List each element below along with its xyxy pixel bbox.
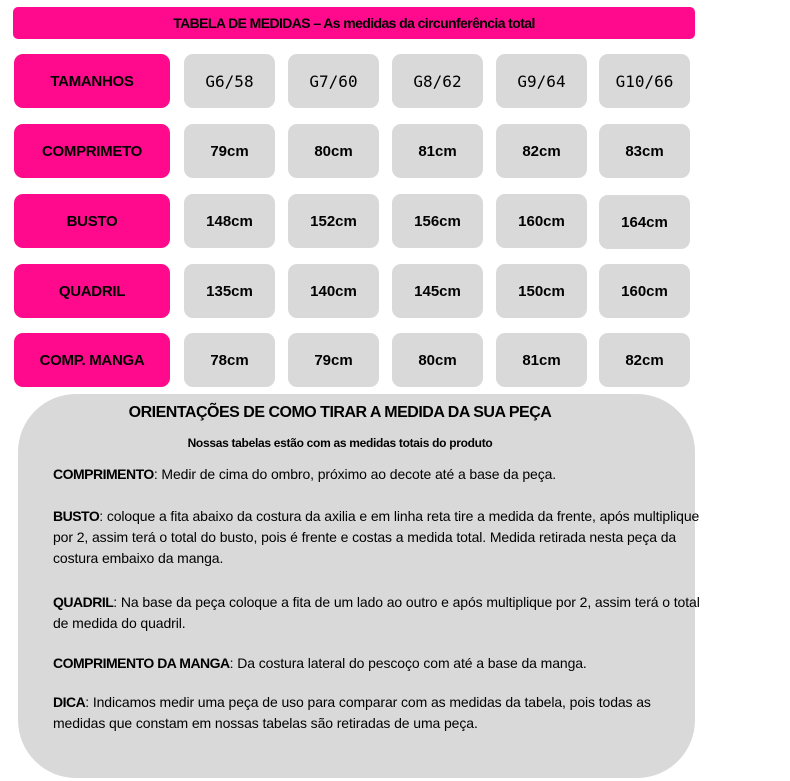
measure-cell: 160cm [599,264,690,318]
measure-cell: 81cm [496,333,587,387]
measure-cell: 80cm [392,333,483,387]
size-cell: G6/58 [184,54,275,108]
guide-text: : Da costura lateral do pescoço com até a base da manga. [229,655,587,671]
size-cell: G9/64 [496,54,587,108]
guide-term: QUADRIL [53,594,114,610]
guide-item-comprimento-manga [53,653,703,674]
guide-term: BUSTO [53,508,100,524]
size-cell: G8/62 [392,54,483,108]
row-label-comprimento: COMPRIMETO [14,124,170,178]
measure-cell: 82cm [599,333,690,387]
row-label-tamanhos: TAMANHOS [14,54,170,108]
guide-item-quadril [53,592,703,634]
guide-text: : Indicamos medir uma peça de uso para comparar com as medidas da tabela, pois todas as medidas que constam em nossas tabelas são retiradas de uma peça. [53,694,651,731]
row-label-busto: BUSTO [14,194,170,248]
measure-cell: 82cm [496,124,587,178]
guide-text: : coloque a fita abaixo da costura da axilia e em linha reta tire a medida da frente, após multiplique por 2, assim terá o total do busto, pois é frente e costas a medida total. Medida retirada nesta peça da costura embaixo da manga. [53,508,700,566]
measure-cell: 156cm [392,194,483,248]
row-label-comp-manga: COMP. MANGA [14,333,170,387]
measure-cell: 78cm [184,333,275,387]
measure-cell: 79cm [184,124,275,178]
measure-cell: 135cm [184,264,275,318]
guide-title: ORIENTAÇÕES DE COMO TIRAR A MEDIDA DA SUA PEÇA [128,404,552,421]
guide-text: : Na base da peça coloque a fita de um lado ao outro e após multiplique por 2, assim terá o total de medida do quadril. [53,594,700,631]
table-title: TABELA DE MEDIDAS – As medidas da circunferência total [13,7,695,39]
measure-cell: 81cm [392,124,483,178]
measure-cell: 80cm [288,124,379,178]
guide-item-dica [53,692,703,734]
guide-item-busto [53,506,703,569]
measure-cell: 164cm [599,195,690,249]
measure-cell: 152cm [288,194,379,248]
guide-item-comprimento [53,464,703,485]
measure-cell: 145cm [392,264,483,318]
measure-cell: 160cm [496,194,587,248]
guide-term: COMPRIMENTO [53,466,154,482]
guide-term: DICA [53,694,86,710]
size-cell: G10/66 [599,54,690,108]
measure-cell: 140cm [288,264,379,318]
guide-subtitle: Nossas tabelas estão com as medidas totais do produto [187,436,493,450]
guide-text: : Medir de cima do ombro, próximo ao decote até a base da peça. [153,466,557,482]
row-label-quadril: QUADRIL [14,264,170,318]
measure-cell: 79cm [288,333,379,387]
measure-cell: 83cm [599,124,690,178]
size-cell: G7/60 [288,54,379,108]
measure-cell: 150cm [496,264,587,318]
measure-cell: 148cm [184,194,275,248]
guide-term: COMPRIMENTO DA MANGA [53,655,230,671]
